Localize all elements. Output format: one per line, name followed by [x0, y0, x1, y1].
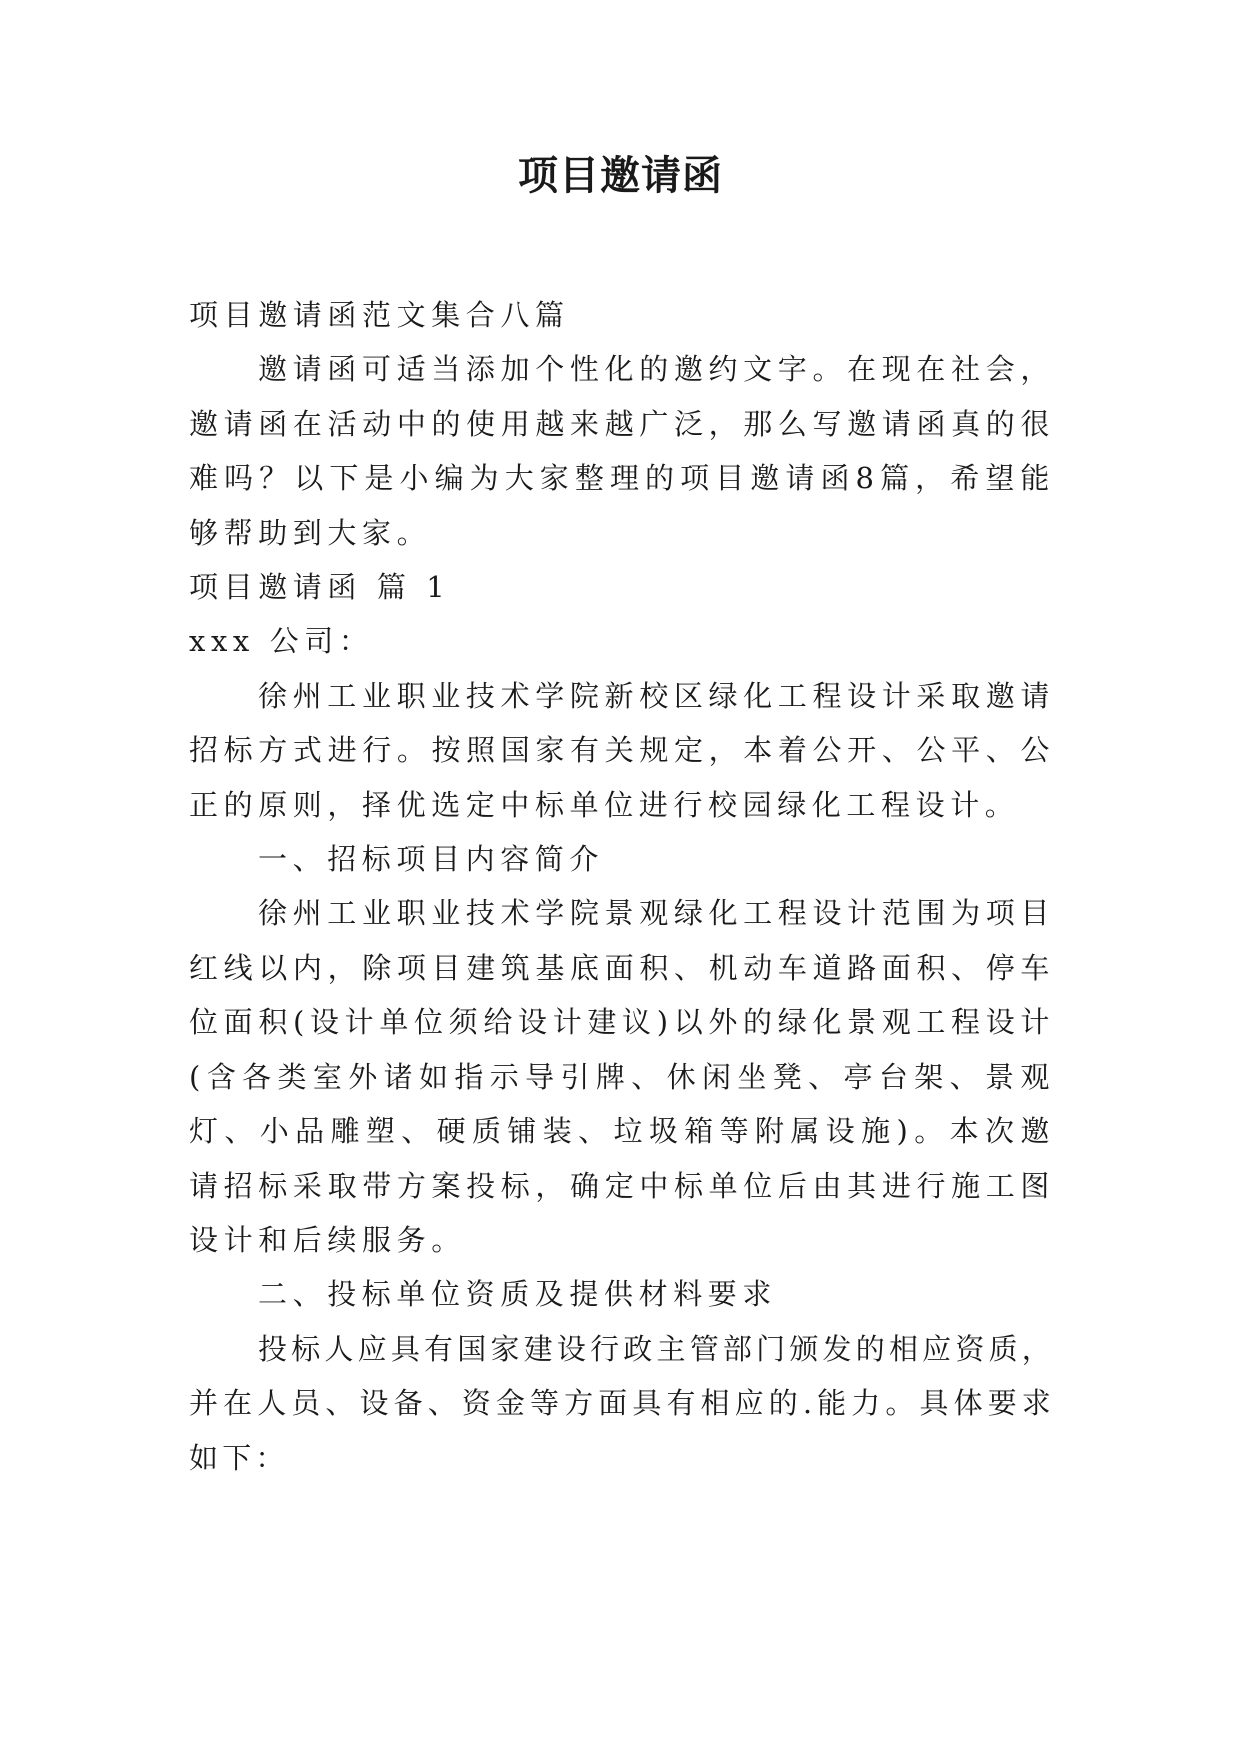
- body-paragraph: 徐州工业职业技术学院新校区绿化工程设计采取邀请招标方式进行。按照国家有关规定，本着公开、公平、公正的原则，择优选定中标单位进行校园绿化工程设计。: [189, 678, 1055, 822]
- salutation: xxx 公司：: [189, 624, 374, 659]
- subheading: 二、投标单位资质及提供材料要求: [258, 1277, 778, 1312]
- document-title: 项目邀请函: [518, 153, 723, 199]
- intro-paragraph: 邀请函可适当添加个性化的邀约文字。在现在社会，邀请函在活动中的使用越来越广泛，那么写邀请函真的很难吗？以下是小编为大家整理的项目邀请函8篇，希望能够帮助到大家。: [189, 352, 1055, 550]
- body-paragraph: 投标人应具有国家建设行政主管部门颁发的相应资质，并在人员、设备、资金等方面具有相应的.能力。具体要求如下：: [189, 1331, 1055, 1475]
- section-heading: 项目邀请函 篇 1: [189, 570, 451, 605]
- collection-subtitle: 项目邀请函范文集合八篇: [189, 298, 570, 332]
- document-body: [189, 288, 1055, 1485]
- body-paragraph: 徐州工业职业技术学院景观绿化工程设计范围为项目红线以内，除项目建筑基底面积、机动车道路面积、停车位面积(设计单位须给设计建议)以外的绿化景观工程设计(含各类室外诸如指示导引牌、休闲坐凳、亭台架、景观灯、小品雕塑、硬质铺装、垃圾箱等附属设施)。本次邀请招标采取带方案投标，确定中标单位后由其进行施工图设计和后续服务。: [189, 896, 1055, 1257]
- subheading: 一、招标项目内容简介: [258, 842, 605, 877]
